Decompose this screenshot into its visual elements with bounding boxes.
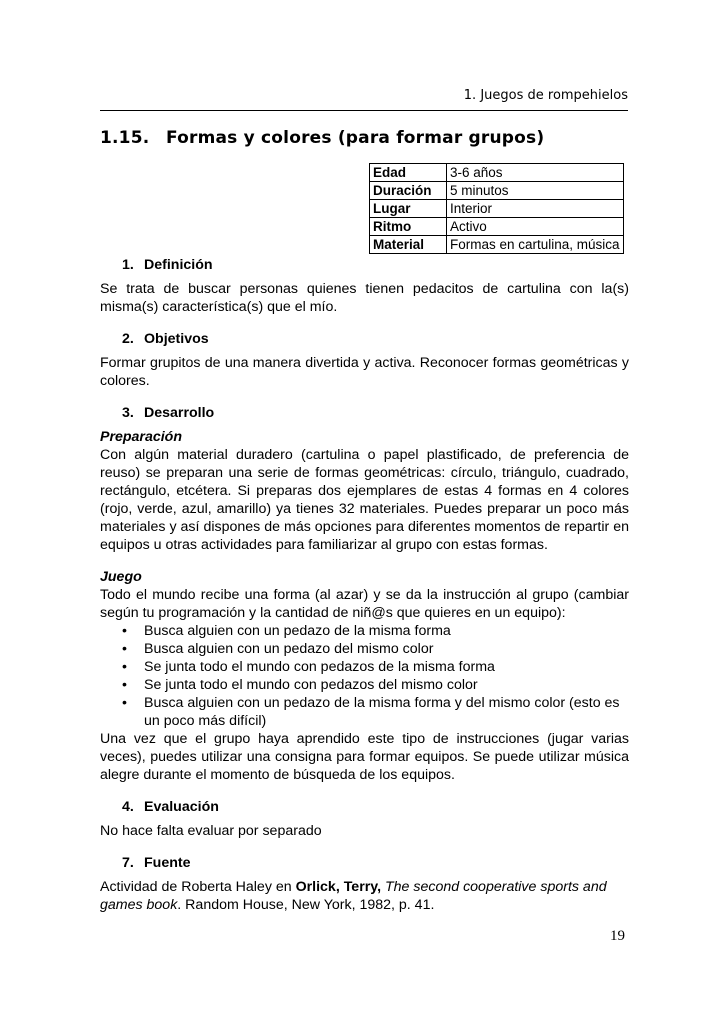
instruction-list xyxy=(100,622,629,730)
definicion-text: Se trata de buscar personas quienes tienen pedacitos de cartulina con la(s) misma(s) característica(s) que el mío. xyxy=(100,281,629,315)
list-item: • Se junta todo el mundo con pedazos del mismo color xyxy=(144,676,629,694)
info-value: 5 minutos xyxy=(447,182,624,200)
list-item: • Busca alguien con un pedazo del mismo color xyxy=(144,640,629,658)
section-heading xyxy=(100,128,544,148)
subheading-label: Objetivos xyxy=(144,331,209,347)
fuente-book-title: The second cooperative sports and games book xyxy=(100,879,607,913)
info-key: Duración xyxy=(370,182,447,200)
info-key: Material xyxy=(370,236,447,254)
evaluacion-text: No hace falta evaluar por separado xyxy=(100,823,322,839)
preparacion-label: Preparación xyxy=(100,429,183,445)
info-value: Interior xyxy=(447,200,624,218)
fuente-suffix: . Random House, New York, 1982, p. 41. xyxy=(177,897,435,913)
objetivos-text: Formar grupitos de una manera divertida y activa. Reconocer formas geométricas y colores. xyxy=(100,355,629,389)
juego-label: Juego xyxy=(100,569,142,585)
subheading-number: 4. xyxy=(122,799,134,815)
info-table xyxy=(369,163,624,254)
info-value: Formas en cartulina, música xyxy=(447,236,624,254)
fuente-text xyxy=(100,878,629,914)
fuente-author: Orlick, Terry, xyxy=(295,879,382,895)
info-row-edad xyxy=(370,164,624,182)
juego-outro: Una vez que el grupo haya aprendido este tipo de instrucciones (jugar varias veces), puedes utilizar una consigna para formar equipos. Se puede utilizar música alegre durante el momento de búsqueda de los equipos. xyxy=(100,731,629,783)
info-value: 3-6 años xyxy=(447,164,624,182)
info-value: Activo xyxy=(447,218,624,236)
subheading-label: Fuente xyxy=(144,855,191,871)
subheading-label: Desarrollo xyxy=(144,405,215,421)
subheading-desarrollo xyxy=(122,404,629,422)
info-row-lugar xyxy=(370,200,624,218)
list-item: • Busca alguien con un pedazo de la misma forma y del mismo color (esto es un poco más difícil) xyxy=(144,694,629,730)
document-body xyxy=(100,256,629,914)
subheading-number: 2. xyxy=(122,331,134,347)
fuente-prefix: Actividad de Roberta Haley en xyxy=(100,879,296,895)
subheading-label: Evaluación xyxy=(144,799,219,815)
subheading-objetivos xyxy=(122,330,629,348)
page-number: 19 xyxy=(610,928,625,944)
header-rule xyxy=(100,110,628,111)
subheading-number: 3. xyxy=(122,405,134,421)
list-item: • Se junta todo el mundo con pedazos de la misma forma xyxy=(144,658,629,676)
section-title: Formas y colores (para formar grupos) xyxy=(166,128,545,148)
info-row-duracion xyxy=(370,182,624,200)
info-key: Lugar xyxy=(370,200,447,218)
subheading-number: 7. xyxy=(122,855,134,871)
subheading-fuente xyxy=(122,854,629,872)
list-item: • Busca alguien con un pedazo de la misma forma xyxy=(144,622,629,640)
subheading-label: Definición xyxy=(144,257,213,273)
info-key: Ritmo xyxy=(370,218,447,236)
section-number: 1.15. xyxy=(100,128,150,148)
info-row-ritmo xyxy=(370,218,624,236)
subheading-number: 1. xyxy=(122,257,134,273)
juego-intro: Todo el mundo recibe una forma (al azar) y se da la instrucción al grupo (cambiar según tu programación y la cantidad de niñ@s que quieres en un equipo): xyxy=(100,587,629,621)
info-row-material xyxy=(370,236,624,254)
subheading-evaluacion xyxy=(122,798,629,816)
preparacion-text: Con algún material duradero (cartulina o papel plastificado, de preferencia de reuso) se preparan una serie de formas geométricas: círculo, triángulo, cuadrado, rectángulo, etcétera. Si preparas dos ejemplares de estas 4 formas en 4 colores (rojo, verde, azul, amarillo) ya tienes 32 materiales. Puedes preparar un poco más materiales y así dispones de más opciones para diferentes momentos de repartir en equipos u otras actividades para familiarizar al grupo con estas formas. xyxy=(100,447,629,553)
info-key: Edad xyxy=(370,164,447,182)
running-header: 1. Juegos de rompehielos xyxy=(463,88,628,103)
subheading-definicion xyxy=(122,256,629,274)
